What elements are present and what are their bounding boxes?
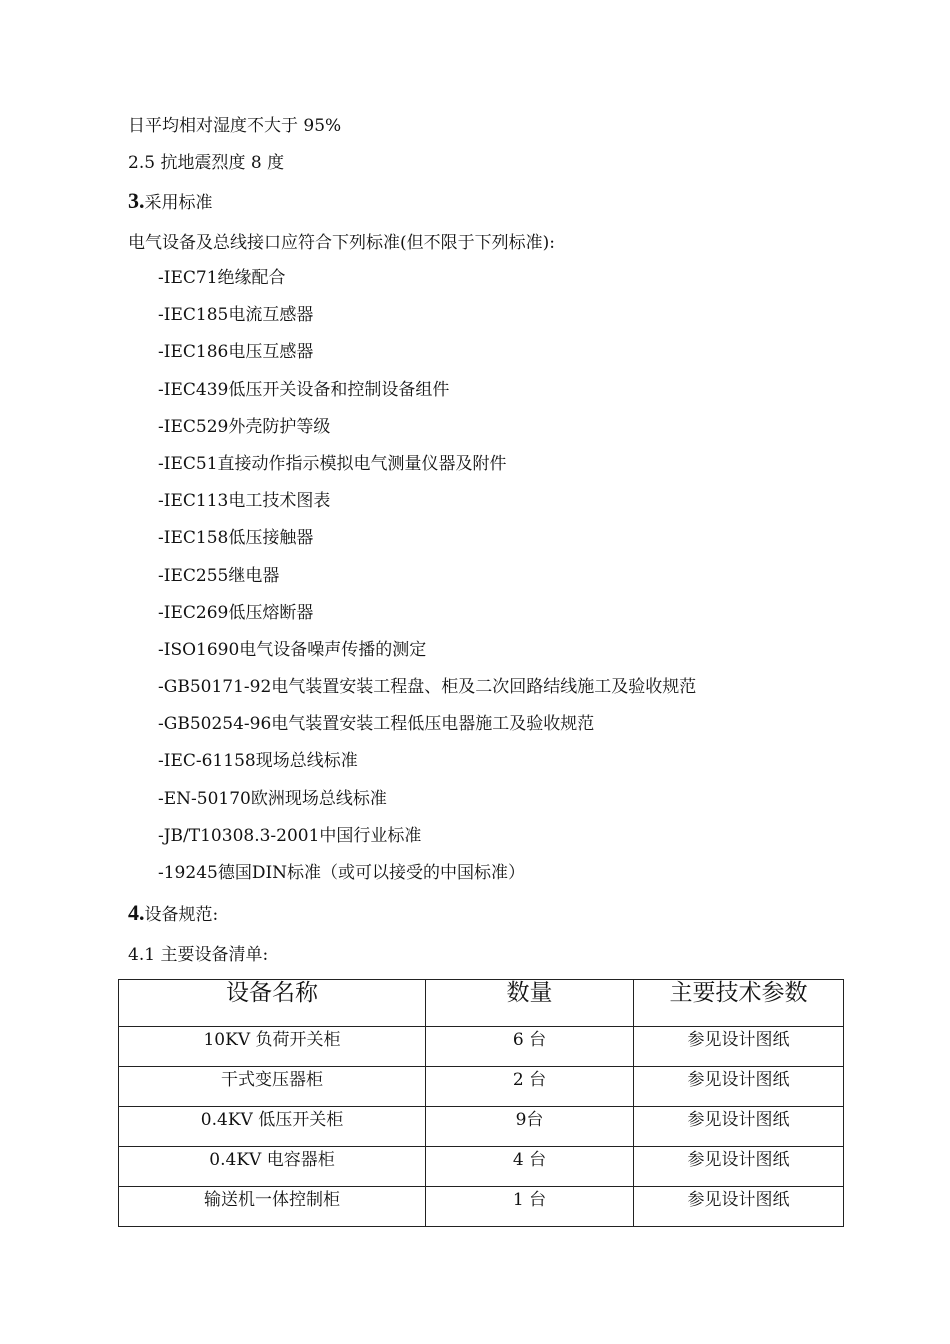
standards-list-item: -19245德国DIN标准（或可以接受的中国标准） (158, 863, 526, 883)
standards-list-item: -GB50254-96电气装置安装工程低压电器施工及验收规范 (158, 714, 595, 735)
column-header-equipment-name: 设备名称 (119, 980, 426, 1027)
standards-list-item: -IEC158低压接触器 (158, 528, 314, 549)
parameters-cell: 参见设计图纸 (634, 1027, 844, 1067)
table-row (119, 1067, 844, 1107)
quantity-cell: 9台 (426, 1107, 634, 1147)
equipment-name-cell: 10KV 负荷开关柜 (119, 1027, 426, 1067)
section-title: 设备规范: (144, 905, 219, 925)
section-number: 3. (128, 188, 145, 213)
quantity-cell: 2 台 (426, 1067, 634, 1107)
section-title: 采用标准 (144, 193, 213, 213)
standards-list-item: -IEC529外壳防护等级 (158, 416, 331, 437)
standards-list-item: -IEC439低压开关设备和控制设备组件 (158, 379, 450, 400)
column-header-parameters: 主要技术参数 (634, 980, 844, 1027)
standards-intro-paragraph: 电气设备及总线接口应符合下列标准(但不限于下列标准): (128, 233, 555, 253)
standards-list-item: -EN-50170欧洲现场总线标准 (158, 788, 387, 809)
parameters-cell: 参见设计图纸 (634, 1187, 844, 1227)
standards-list-item: -IEC255继电器 (158, 565, 280, 586)
equipment-name-cell: 0.4KV 电容器柜 (119, 1147, 426, 1187)
standards-list-item: -IEC113电工技术图表 (158, 491, 331, 512)
equipment-name-cell: 输送机一体控制柜 (119, 1187, 426, 1227)
standards-list-item: -IEC71绝缘配合 (158, 268, 286, 288)
quantity-cell: 1 台 (426, 1187, 634, 1227)
table-row (119, 1107, 844, 1147)
section-heading-equipment (128, 900, 218, 928)
parameters-cell: 参见设计图纸 (634, 1147, 844, 1187)
equipment-name-cell: 0.4KV 低压开关柜 (119, 1107, 426, 1147)
standards-list-item: -GB50171-92电气装置安装工程盘、柜及二次回路结线施工及验收规范 (158, 677, 697, 698)
standards-list (158, 267, 696, 899)
standards-list-item: -IEC186电压互感器 (158, 342, 314, 363)
parameters-cell: 参见设计图纸 (634, 1107, 844, 1147)
standards-list-item: -IEC-61158现场总线标准 (158, 751, 358, 772)
quantity-cell: 6 台 (426, 1027, 634, 1067)
humidity-paragraph: 日平均相对湿度不大于 95% (128, 116, 342, 136)
standards-list-item: -JB/T10308.3-2001中国行业标准 (158, 825, 422, 846)
seismic-paragraph: 2.5 抗地震烈度 8 度 (128, 153, 285, 173)
equipment-name-cell: 干式变压器柜 (119, 1067, 426, 1107)
equipment-table (118, 979, 844, 1227)
table-header-row (119, 980, 844, 1027)
table-row (119, 1147, 844, 1187)
table-row (119, 1027, 844, 1067)
section-number: 4. (128, 900, 145, 925)
quantity-cell: 4 台 (426, 1147, 634, 1187)
equipment-list-title: 4.1 主要设备清单: (128, 945, 269, 965)
section-heading-standards (128, 188, 213, 216)
standards-list-item: -IEC185电流互感器 (158, 305, 314, 326)
parameters-cell: 参见设计图纸 (634, 1067, 844, 1107)
standards-list-item: -IEC269低压熔断器 (158, 602, 314, 623)
standards-list-item: -ISO1690电气设备噪声传播的测定 (158, 639, 427, 660)
standards-list-item: -IEC51直接动作指示模拟电气测量仪器及附件 (158, 453, 507, 474)
column-header-quantity: 数量 (426, 980, 634, 1027)
table-row (119, 1187, 844, 1227)
